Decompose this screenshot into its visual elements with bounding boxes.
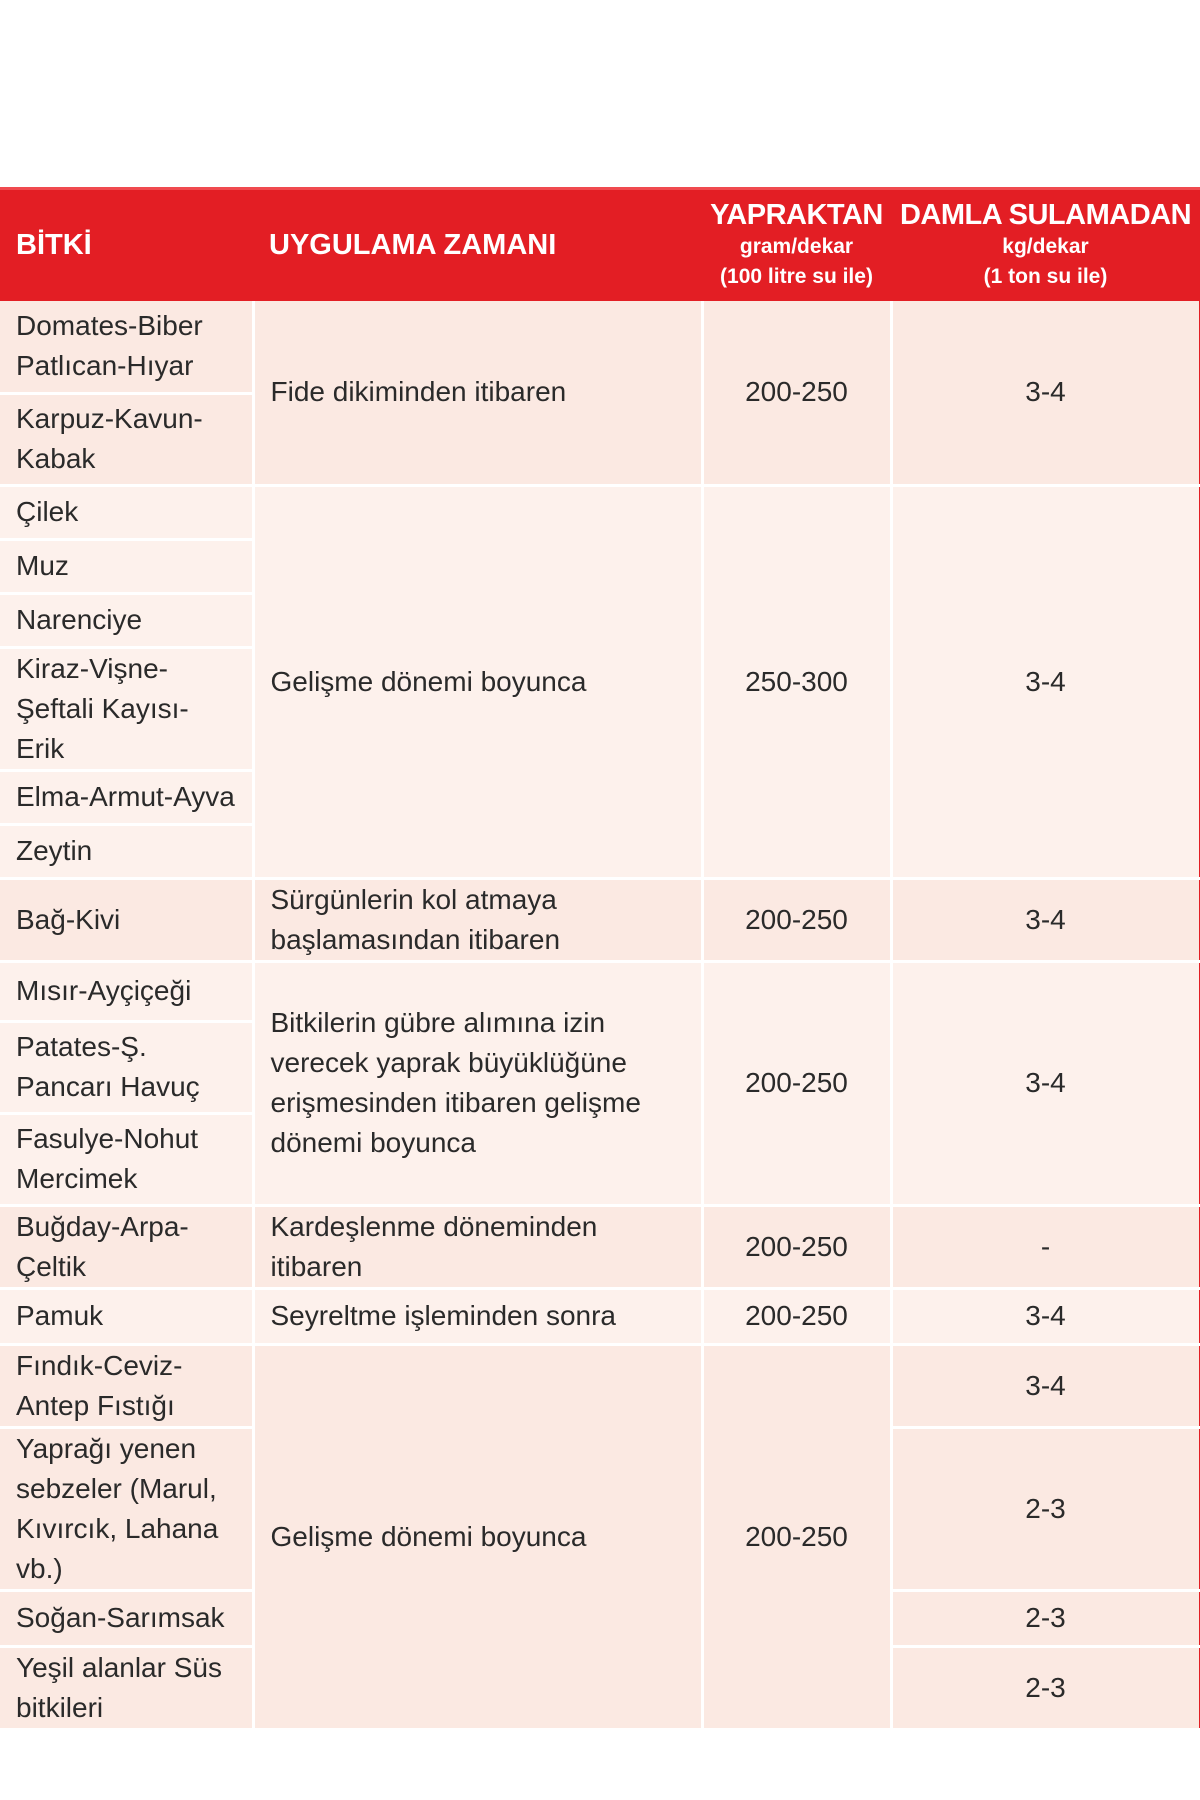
foliar-dose-cell: 200-250 [702,1288,891,1344]
table-row [0,878,1200,961]
plant-cell: Pamuk [0,1288,253,1344]
plant-cell: Kiraz-Vişne-Şeftali Kayısı-Erik [0,647,253,770]
table-row [0,961,1200,1021]
foliar-dose-cell: 200-250 [702,301,891,485]
plant-cell: Narenciye [0,593,253,647]
timing-cell: Gelişme dönemi boyunca [253,485,702,878]
timing-cell: Bitkilerin gübre alımına izin verecek yaprak büyüklüğüne erişmesinden itibaren gelişme dönemi boyunca [253,961,702,1205]
table-row [0,1205,1200,1288]
header-drip-note: (1 ton su ile) [983,265,1108,288]
plant-cell: Muz [0,539,253,593]
plant-cell: Fındık-Ceviz-Antep Fıstığı [0,1344,253,1427]
table-row [0,1288,1200,1344]
plant-cell: Soğan-Sarımsak [0,1590,253,1646]
header-foliar-unit: gram/dekar [739,235,854,258]
header-foliar [702,189,891,302]
plant-cell: Yaprağı yenen sebzeler (Marul, Kıvırcık, Lahana vb.) [0,1427,253,1590]
plant-cell: Patates-Ş. Pancarı Havuç [0,1021,253,1113]
drip-dose-cell: - [891,1205,1200,1288]
drip-dose-cell: 3-4 [891,1288,1200,1344]
timing-cell: Fide dikiminden itibaren [253,301,702,485]
table-row [0,1344,1200,1427]
plant-cell: Domates-Biber Patlıcan-Hıyar [0,301,253,393]
plant-cell: Yeşil alanlar Süs bitkileri [0,1646,253,1729]
header-drip [891,189,1200,302]
foliar-dose-cell: 200-250 [702,878,891,961]
header-plant: BİTKİ [0,189,253,302]
application-table [0,187,1200,1731]
foliar-dose-cell: 250-300 [702,485,891,878]
plant-cell: Zeytin [0,824,253,878]
timing-cell: Gelişme dönemi boyunca [253,1344,702,1729]
header-foliar-title: YAPRAKTAN [710,199,883,231]
drip-dose-cell: 3-4 [891,961,1200,1205]
plant-cell: Fasulye-Nohut Mercimek [0,1113,253,1205]
plant-cell: Bağ-Kivi [0,878,253,961]
table-row [0,485,1200,539]
header-drip-unit: kg/dekar [1002,235,1089,258]
timing-cell: Kardeşlenme döneminden itibaren [253,1205,702,1288]
fertilizer-table [0,187,1200,1723]
header-foliar-note: (100 litre su ile) [720,265,873,288]
drip-dose-cell: 2-3 [891,1646,1200,1729]
drip-dose-cell: 3-4 [891,301,1200,485]
header-row [0,189,1200,302]
timing-cell: Sürgünlerin kol atmaya başlamasından itibaren [253,878,702,961]
plant-cell: Elma-Armut-Ayva [0,770,253,824]
drip-dose-cell: 3-4 [891,1344,1200,1427]
foliar-dose-cell: 200-250 [702,1205,891,1288]
header-timing: UYGULAMA ZAMANI [253,189,702,302]
header-drip-title: DAMLA SULAMADAN [899,199,1192,231]
foliar-dose-cell: 200-250 [702,1344,891,1729]
timing-cell: Seyreltme işleminden sonra [253,1288,702,1344]
plant-cell: Mısır-Ayçiçeği [0,961,253,1021]
drip-dose-cell: 2-3 [891,1427,1200,1590]
drip-dose-cell: 3-4 [891,878,1200,961]
drip-dose-cell: 3-4 [891,485,1200,878]
plant-cell: Çilek [0,485,253,539]
foliar-dose-cell: 200-250 [702,961,891,1205]
plant-cell: Buğday-Arpa-Çeltik [0,1205,253,1288]
plant-cell: Karpuz-Kavun-Kabak [0,393,253,485]
table-row [0,301,1200,393]
drip-dose-cell: 2-3 [891,1590,1200,1646]
